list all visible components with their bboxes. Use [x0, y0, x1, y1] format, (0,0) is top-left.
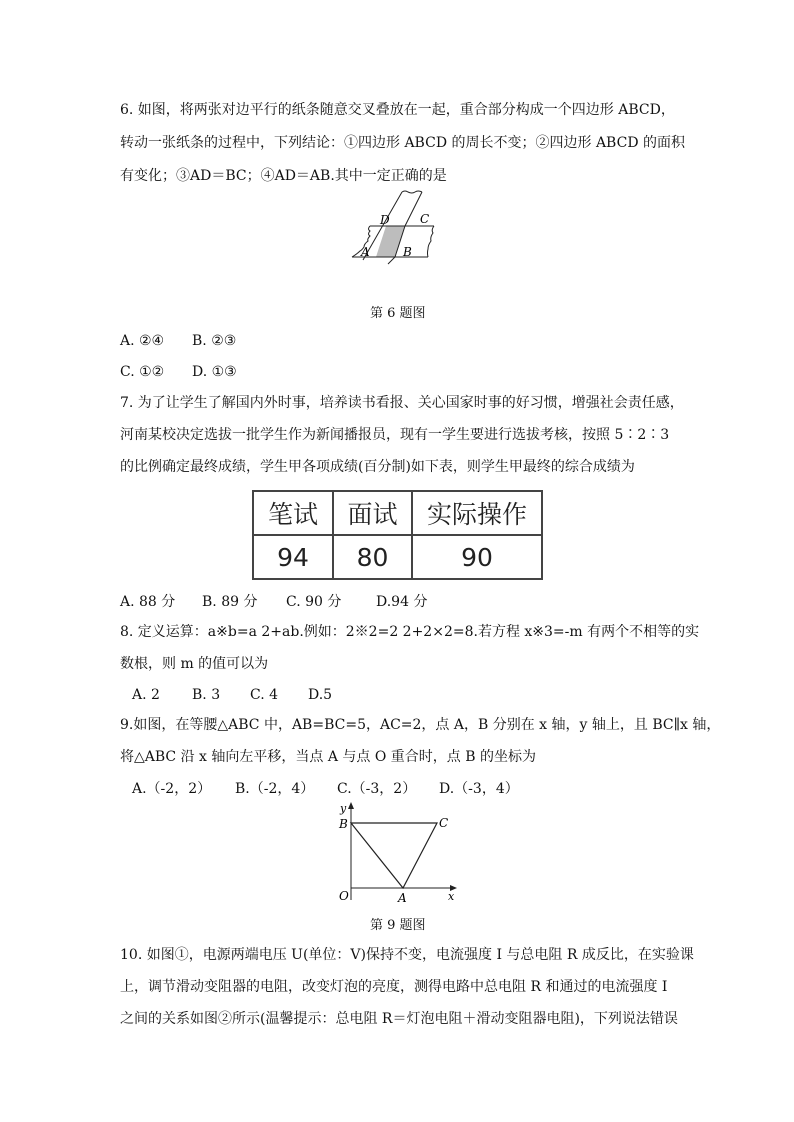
- q9-figure-triangle: [335, 800, 460, 905]
- q8-line-2: 数根，则 m 的值可以为: [120, 656, 269, 672]
- q8-line-1: 8. 定义运算：a※b=a 2+ab.例如：2※2=2 2+2×2=8.若方程 x※3=-m 有两个不相等的实: [120, 624, 700, 640]
- q8-option-d[interactable]: D.5: [308, 687, 333, 703]
- q7-option-b[interactable]: B. 89 分: [202, 594, 258, 610]
- q7-option-a[interactable]: A. 88 分: [120, 594, 176, 610]
- label-y: y: [340, 802, 347, 815]
- q7-option-d[interactable]: D.94 分: [376, 594, 428, 610]
- triangle-abc: [351, 823, 437, 888]
- q6-options-row-2: [120, 362, 237, 382]
- q6-caption: 第 6 题图: [370, 306, 426, 321]
- q7-line-2: 河南某校决定选拔一批学生作为新闻播报员，现有一学生要进行选拔考核，按照 5∶2∶3: [120, 427, 670, 443]
- table-header-written: 笔试: [253, 491, 333, 535]
- table-value-row: [253, 535, 542, 579]
- q8-options: [132, 685, 332, 705]
- q9-option-a[interactable]: A.（-2，2）: [132, 781, 212, 797]
- table-header-interview: 面试: [333, 491, 412, 535]
- q6-options-row-1: [120, 331, 236, 351]
- q7-line-3: 的比例确定最终成绩，学生甲各项成绩(百分制)如下表，则学生甲最终的综合成绩为: [120, 459, 635, 475]
- q9-option-b[interactable]: B.（-2，4）: [235, 781, 315, 797]
- table-header-row: [253, 491, 542, 535]
- q6-line-3: 有变化；③AD＝BC；④AD＝AB.其中一定正确的是: [120, 168, 447, 184]
- q6-figure-paper-strips: [348, 190, 448, 265]
- label-o: O: [339, 889, 349, 903]
- table-cell-practical: 90: [412, 535, 542, 579]
- q6-label-b: B: [403, 245, 412, 259]
- q6-option-b[interactable]: B. ②③: [192, 333, 237, 349]
- q6-label-c: C: [420, 212, 430, 226]
- q7-option-c[interactable]: C. 90 分: [286, 594, 342, 610]
- label-x: x: [448, 890, 455, 903]
- q8-option-c[interactable]: C. 4: [250, 687, 279, 703]
- q9-line-2: 将△ABC 沿 x 轴向左平移，当点 A 与点 O 重合时，点 B 的坐标为: [120, 749, 536, 765]
- q6-option-c[interactable]: C. ①②: [120, 364, 165, 380]
- q6-label-a: A: [361, 245, 370, 259]
- q8-option-b[interactable]: B. 3: [192, 687, 221, 703]
- q6-label-d: D: [380, 213, 390, 227]
- q10-line-3: 之间的关系如图②所示(温馨提示：总电阻 R＝灯泡电阻＋滑动变阻器电阻)，下列说法错误: [120, 1011, 678, 1027]
- label-a: A: [398, 891, 407, 905]
- table-header-practical: 实际操作: [412, 491, 542, 535]
- q9-option-c[interactable]: C.（-3，2）: [337, 781, 417, 797]
- table-cell-written: 94: [253, 535, 333, 579]
- table-cell-interview: 80: [333, 535, 412, 579]
- label-b: B: [339, 817, 348, 831]
- q8-option-a[interactable]: A. 2: [132, 687, 160, 703]
- q9-line-1: 9.如图，在等腰△ABC 中，AB=BC=5，AC=2，点 A，B 分别在 x 轴，y 轴上，且 BC∥x 轴，: [120, 717, 721, 733]
- q10-line-2: 上，调节滑动变阻器的电阻，改变灯泡的亮度，测得电路中总电阻 R 和通过的电流强度 I: [120, 979, 668, 995]
- q9-caption: 第 9 题图: [370, 918, 426, 933]
- q6-option-a[interactable]: A. ②④: [120, 333, 165, 349]
- q6-line-2: 转动一张纸条的过程中，下列结论：①四边形 ABCD 的周长不变；②四边形 ABCD 的面积: [120, 135, 685, 151]
- q7-line-1: 7. 为了让学生了解国内外时事，培养读书看报、关心国家时事的好习惯，增强社会责任感，: [120, 395, 684, 411]
- q9-options: [132, 779, 519, 799]
- q7-options: [120, 592, 427, 612]
- q6-option-d[interactable]: D. ①③: [192, 364, 237, 380]
- label-c: C: [439, 816, 449, 830]
- q9-option-d[interactable]: D.（-3，4）: [439, 781, 519, 797]
- q10-line-1: 10. 如图①，电源两端电压 U(单位：V)保持不变，电流强度 I 与总电阻 R 成反比，在实验课: [120, 947, 694, 963]
- q7-score-table: [252, 490, 543, 580]
- q6-line-1: 6. 如图，将两张对边平行的纸条随意交叉叠放在一起，重合部分构成一个四边形 ABCD，: [120, 102, 675, 118]
- y-axis-arrow: [348, 802, 354, 809]
